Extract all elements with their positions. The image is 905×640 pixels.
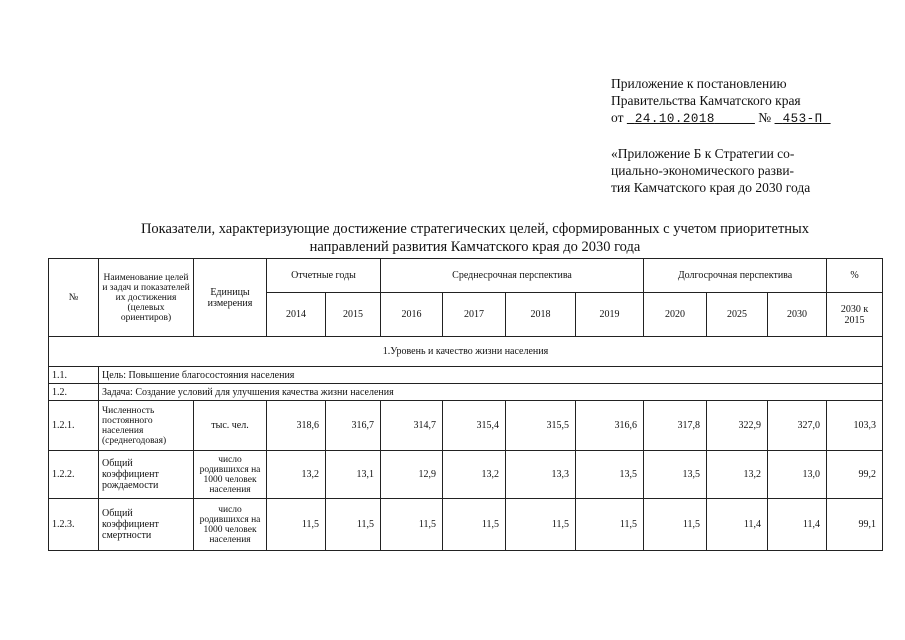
header-year: 2030 [768,293,827,337]
annex-block [611,145,837,196]
section-title: 1.Уровень и качество жизни населения [49,337,883,367]
approval-line-1: Приложение к постановлению [611,76,787,91]
row-value: 11,4 [707,499,768,551]
header-year: 2019 [576,293,644,337]
number-label: № [758,110,772,125]
row-num: 1.2.3. [49,499,99,551]
row-units: число родившихся на 1000 человек населения [194,499,267,551]
row-value: 13,5 [644,451,707,499]
annex-line-3: тия Камчатского края до 2030 года [611,180,811,195]
header-year: 2015 [326,293,381,337]
title-line-2: направлений развития Камчатского края до 2030 года [309,239,641,255]
section-row [49,337,883,367]
table-row [49,401,883,451]
row-units: число родившихся на 1000 человек населения [194,451,267,499]
row-value: 316,7 [326,401,381,451]
annex-line-1: «Приложение Б к Стратегии со- [611,146,795,161]
row-value: 315,4 [443,401,506,451]
header-reported-years: Отчетные годы [267,259,381,293]
table-row [49,499,883,551]
goal-row [49,367,883,384]
row-name: Общий коэффициент рождаемости [99,451,194,499]
row-value: 13,0 [768,451,827,499]
document-title [80,220,870,256]
row-value: 11,5 [644,499,707,551]
row-units: тыс. чел. [194,401,267,451]
header-year: 2025 [707,293,768,337]
header-year: 2014 [267,293,326,337]
row-value: 317,8 [644,401,707,451]
approval-date-line [611,109,851,128]
approval-block [611,75,851,128]
row-pct: 103,3 [827,401,883,451]
row-value: 322,9 [707,401,768,451]
resolution-date: 24.10.2018 [634,112,715,126]
task-row [49,384,883,401]
row-value: 13,3 [506,451,576,499]
header-pct-2030-vs-2015: 2030 к 2015 [827,293,883,337]
row-value: 314,7 [381,401,443,451]
header-percent: % [827,259,883,293]
row-value: 12,9 [381,451,443,499]
row-value: 13,5 [576,451,644,499]
task-text: Задача: Создание условий для улучшения качества жизни населения [99,384,883,401]
row-pct: 99,1 [827,499,883,551]
row-num: 1.2.1. [49,401,99,451]
goal-num: 1.1. [49,367,99,384]
header-medium-term: Среднесрочная перспектива [381,259,644,293]
header-year: 2020 [644,293,707,337]
row-value: 11,5 [576,499,644,551]
header-year: 2018 [506,293,576,337]
row-value: 11,5 [326,499,381,551]
row-value: 13,1 [326,451,381,499]
row-value: 11,5 [267,499,326,551]
indicators-table [48,258,883,551]
row-value: 318,6 [267,401,326,451]
annex-line-2: циально-экономического разви- [611,163,795,178]
header-num: № [49,259,99,337]
row-value: 315,5 [506,401,576,451]
row-name: Общий коэффициент смертности [99,499,194,551]
from-label: от [611,110,624,125]
row-pct: 99,2 [827,451,883,499]
task-num: 1.2. [49,384,99,401]
row-value: 11,5 [443,499,506,551]
title-line-1: Показатели, характеризующие достижение стратегических целей, сформированных с учетом приоритетных [140,221,810,237]
header-name: Наименование целей и задач и показателей их достижения (целевых ориентиров) [99,259,194,337]
table-row [49,451,883,499]
row-value: 13,2 [267,451,326,499]
row-num: 1.2.2. [49,451,99,499]
row-value: 13,2 [443,451,506,499]
header-year: 2017 [443,293,506,337]
header-units: Единицы измерения [194,259,267,337]
header-year: 2016 [381,293,443,337]
approval-line-2: Правительства Камчатского края [611,93,801,108]
row-value: 13,2 [707,451,768,499]
row-value: 11,4 [768,499,827,551]
row-value: 11,5 [506,499,576,551]
row-value: 11,5 [381,499,443,551]
goal-text: Цель: Повышение благосостояния населения [99,367,883,384]
header-long-term: Долгосрочная перспектива [644,259,827,293]
row-value: 316,6 [576,401,644,451]
row-name: Численность постоянного населения (среднегодовая) [99,401,194,451]
resolution-number: 453-П [782,112,823,126]
header-row-1 [49,259,883,293]
row-value: 327,0 [768,401,827,451]
